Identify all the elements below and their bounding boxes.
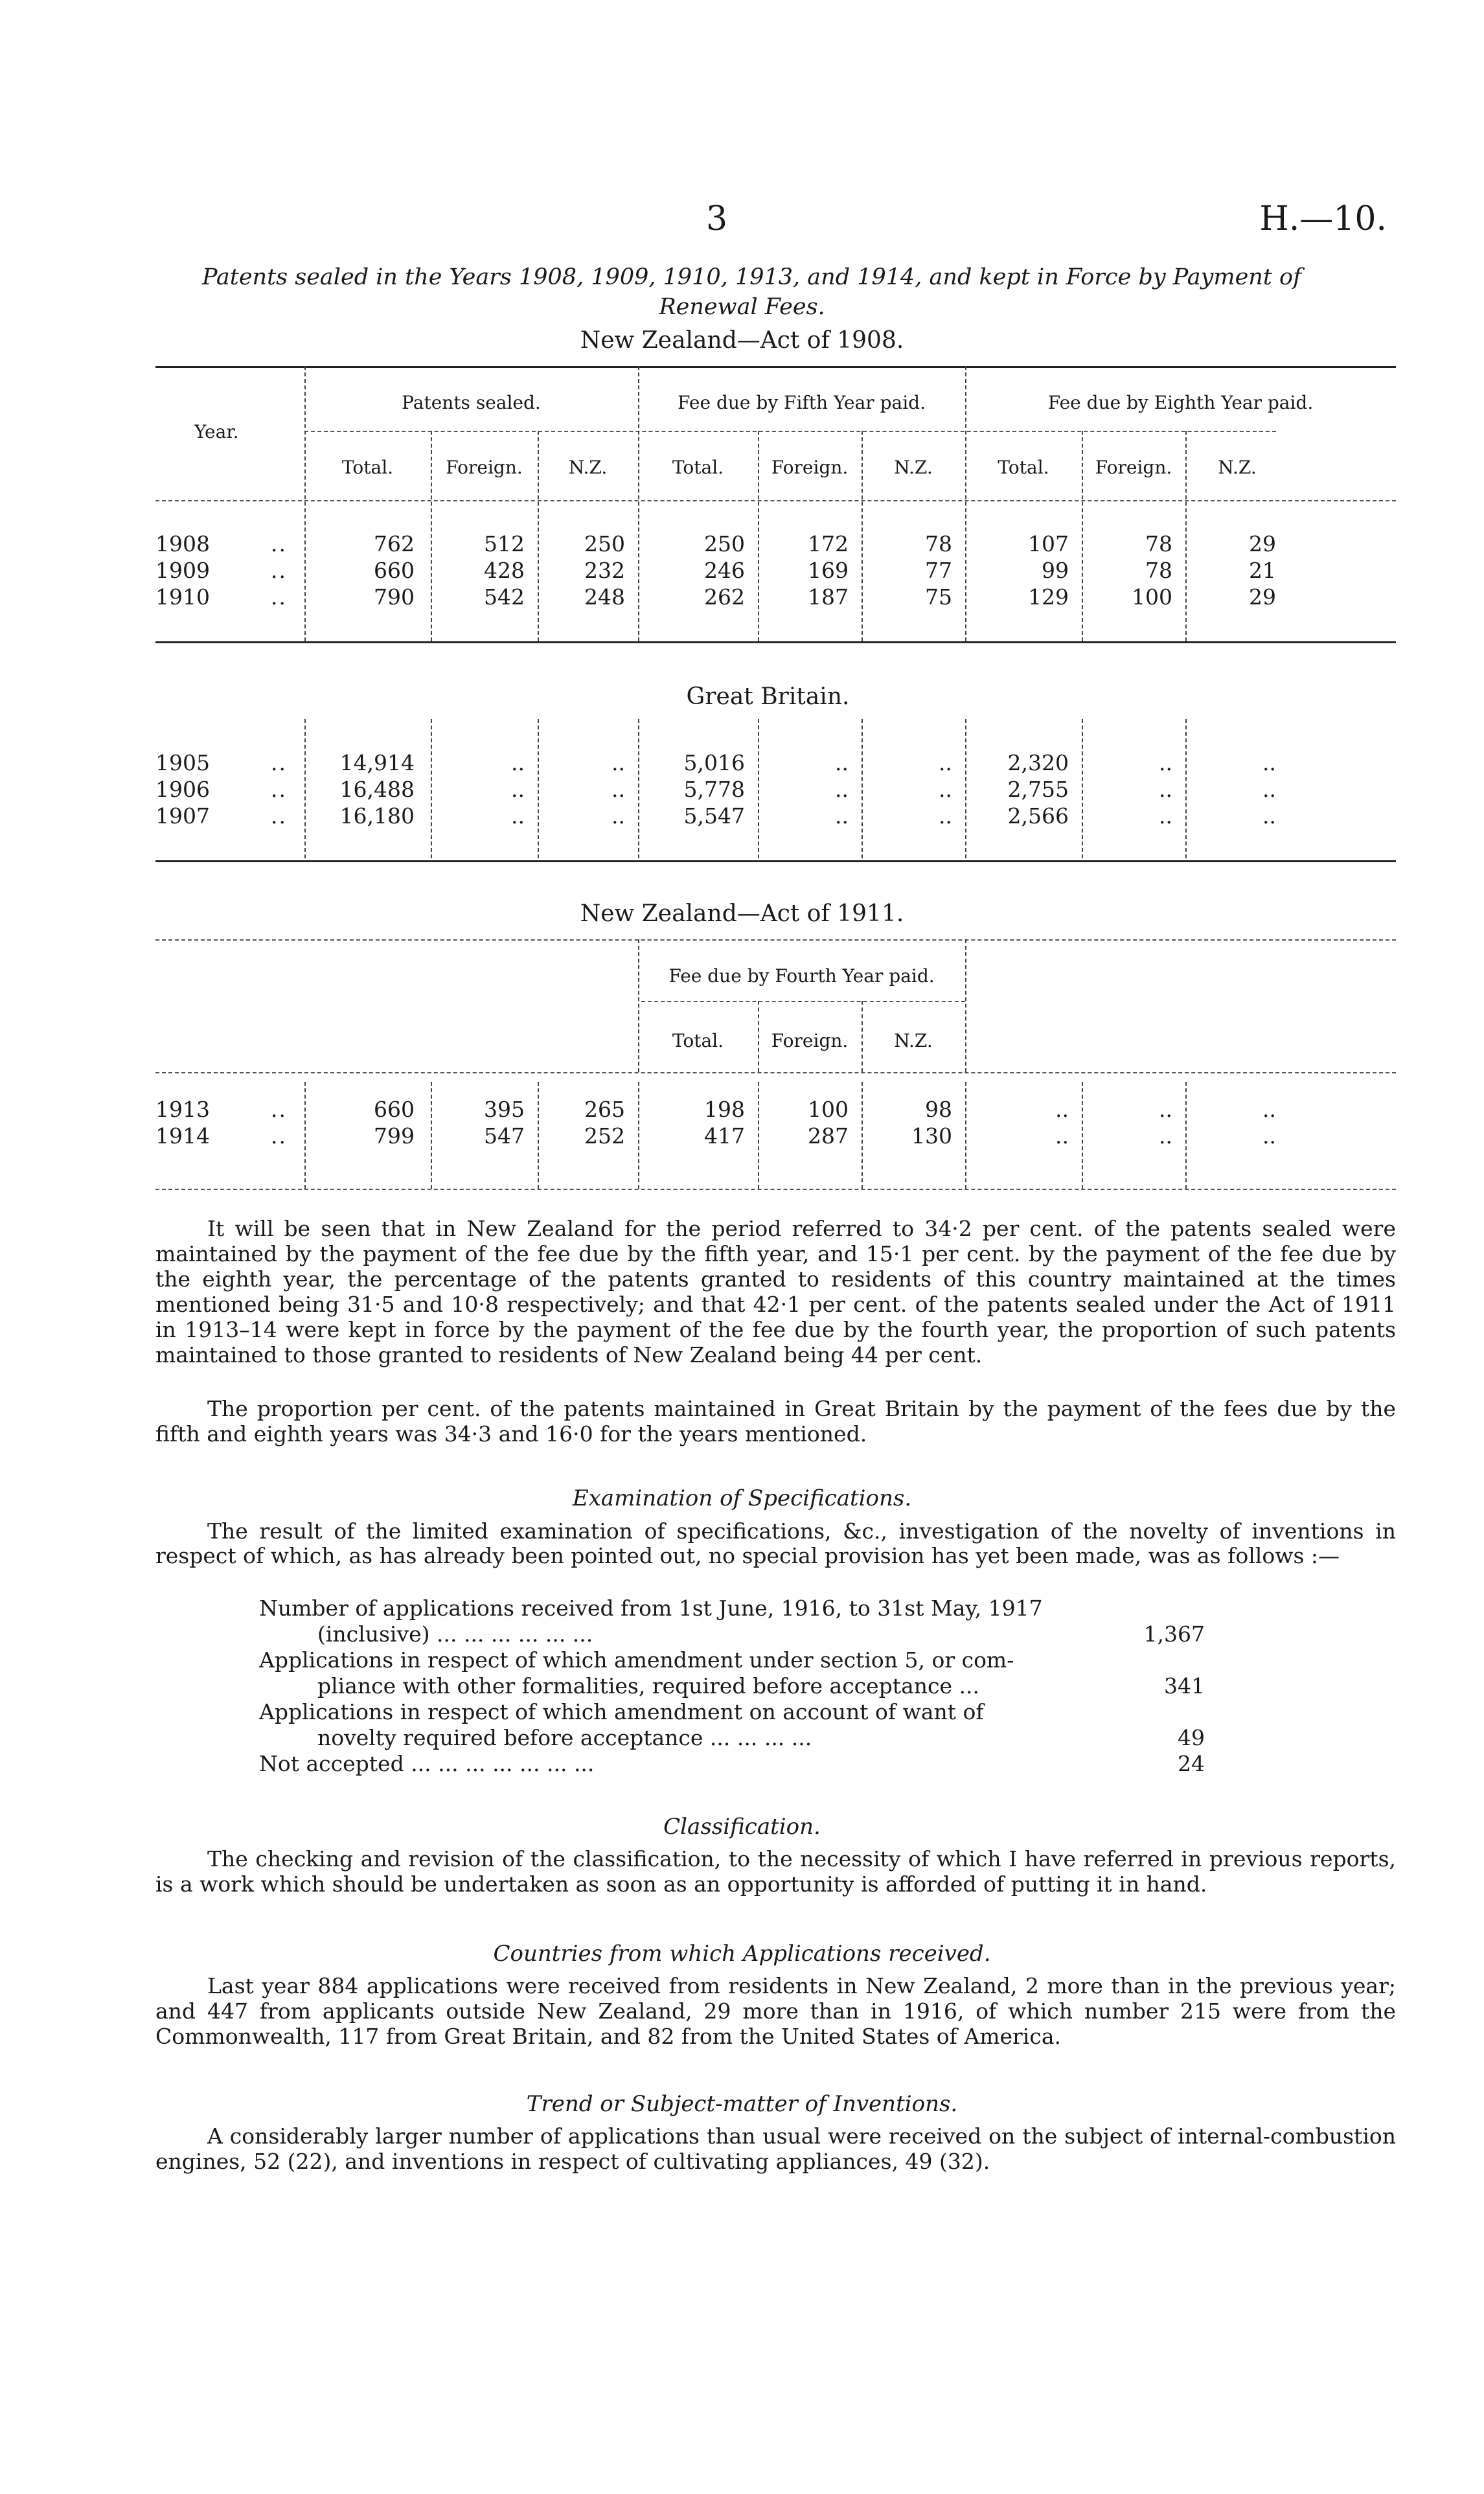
table-cell: 29	[1249, 531, 1276, 556]
table-cell: 100	[808, 1097, 849, 1122]
table-cell: 547	[484, 1123, 525, 1149]
header-foreign: Foreign.	[1095, 457, 1172, 478]
table-cell: 75	[925, 584, 952, 610]
table-top-rule	[155, 366, 1396, 368]
header-nz: N.Z.	[894, 1030, 933, 1051]
header-total: Total.	[998, 457, 1049, 478]
table-cell: ..	[1159, 777, 1172, 802]
table-cell: 5,778	[683, 777, 745, 802]
table-cell: 660	[374, 558, 415, 583]
header-divider	[304, 431, 1276, 432]
table-cell: 2,320	[1007, 750, 1069, 775]
table-cell: ..	[611, 777, 625, 802]
table-cell: 130	[911, 1123, 952, 1149]
table-cell: ..	[1262, 803, 1276, 829]
table-cell: 790	[374, 584, 415, 610]
title-line-2: Renewal Fees.	[659, 294, 825, 320]
table-cell: 660	[374, 1097, 415, 1122]
title-line-1: Patents sealed in the Years 1908, 1909, 1910, 1913, and 1914, and kept in Force by Payment of	[201, 264, 1302, 290]
row-leader-dots: ..	[271, 1097, 287, 1122]
header-nz: N.Z.	[1218, 457, 1257, 478]
body-paragraph: A considerably larger number of applications than usual were received on the subject of internal-combustion engines, 52 (22), and inventions in respect of cultivating appliances, 49 (32).	[155, 2123, 1396, 2174]
row-year: 1907	[155, 803, 210, 829]
body-paragraph: Last year 884 applications were received from residents in New Zealand, 2 more than in the previous year; and 447 from applicants outside New Zealand, 29 more than in 1916, of which number 215 were from the Commonwealth, 117 from Great Britain, and 82 from the United States of America.	[155, 1973, 1396, 2049]
table-cell: 512	[484, 531, 525, 556]
section-heading-nz-1911: New Zealand—Act of 1911.	[580, 900, 904, 927]
header-fifth-year: Fee due by Fifth Year paid.	[678, 392, 926, 413]
table-cell: ..	[1159, 1123, 1172, 1149]
table-cell: 99	[1042, 558, 1069, 583]
table-cell: 2,755	[1007, 777, 1069, 802]
table-cell: 77	[925, 558, 952, 583]
table-cell: ..	[835, 750, 849, 775]
table-cell: ..	[1262, 750, 1276, 775]
table-cell: 250	[704, 531, 745, 556]
header-bottom-rule	[155, 500, 1396, 501]
row-leader-dots: ..	[271, 777, 287, 802]
table-cell: 250	[584, 531, 625, 556]
table-cell: ..	[835, 777, 849, 802]
table-cell: 5,547	[683, 803, 745, 829]
row-leader-dots: ..	[271, 584, 287, 610]
table-cell: 78	[925, 531, 952, 556]
section-heading-classification: Classification.	[663, 1814, 821, 1840]
table-cell: 762	[374, 531, 415, 556]
header-year: Year.	[194, 421, 239, 442]
row-year: 1909	[155, 558, 210, 583]
table-cell: ..	[1262, 1123, 1276, 1149]
list-item: (inclusive) ... ... ... ... ... ... 1,367	[317, 1621, 1205, 1647]
table-cell: ..	[611, 750, 625, 775]
table-cell: 16,180	[339, 803, 415, 829]
page-number: 3	[706, 200, 728, 238]
table-title	[0, 262, 1484, 322]
list-item: Number of applications received from 1st June, 1916, to 31st May, 1917	[259, 1596, 1043, 1621]
row-leader-dots: ..	[271, 803, 287, 829]
table-cell: ..	[939, 803, 952, 829]
table-cell: 417	[704, 1123, 745, 1149]
section-heading-trend: Trend or Subject-matter of Inventions.	[526, 2091, 958, 2117]
table-cell: 542	[484, 584, 525, 610]
table-cell: 799	[374, 1123, 415, 1149]
table-cell: ..	[1159, 750, 1172, 775]
table-cell: 172	[808, 531, 849, 556]
document-reference: H.—10.	[1259, 200, 1387, 238]
table-cell: 78	[1145, 531, 1172, 556]
section-heading-nz-1908: New Zealand—Act of 1908.	[580, 327, 904, 354]
row-leader-dots: ..	[271, 558, 287, 583]
block2-bottom-rule	[155, 860, 1396, 862]
list-item: novelty required before acceptance ... ... ... ... 49	[317, 1725, 1205, 1750]
table-cell: ..	[511, 777, 525, 802]
body-paragraph: The checking and revision of the classification, to the necessity of which I have referred in previous reports, is a work which should be undertaken as soon as an opportunity is afforded of putting it in hand.	[155, 1846, 1396, 1897]
row-year: 1908	[155, 531, 210, 556]
table-cell: 428	[484, 558, 525, 583]
table-cell: 169	[808, 558, 849, 583]
table-cell: 100	[1132, 584, 1172, 610]
table-cell: ..	[1055, 1123, 1069, 1149]
header-foreign: Foreign.	[446, 457, 523, 478]
table-cell: ..	[939, 777, 952, 802]
table-cell: 187	[808, 584, 849, 610]
table-cell: ..	[1055, 1097, 1069, 1122]
row-leader-dots: ..	[271, 531, 287, 556]
examination-list	[259, 1596, 1205, 1777]
block3-header-divider	[641, 1001, 965, 1002]
header-fourth-year: Fee due by Fourth Year paid.	[668, 965, 935, 987]
table-cell: 198	[704, 1097, 745, 1122]
table-bottom-rule	[155, 1189, 1396, 1190]
table-cell: 14,914	[339, 750, 415, 775]
body-paragraph: It will be seen that in New Zealand for the period referred to 34·2 per cent. of the patents sealed were maintained by the payment of the fee due by the fifth year, and 15·1 per cent. by the payment of the fee due by the eighth year, the percentage of the patents granted to residents of this country maintained at the times mentioned being 31·5 and 10·8 respectively; and that 42·1 per cent. of the patents sealed under the Act of 1911 in 1913–14 were kept in force by the payment of the fee due by the fourth year, the proportion of such patents maintained to those granted to residents of New Zealand being 44 per cent.	[155, 1216, 1396, 1367]
header-patents-sealed: Patents sealed.	[402, 392, 541, 413]
header-total: Total.	[672, 457, 724, 478]
table-cell: ..	[511, 803, 525, 829]
table-cell: 129	[1028, 584, 1069, 610]
table-cell: 16,488	[339, 777, 415, 802]
table-cell: ..	[1262, 777, 1276, 802]
header-total: Total.	[341, 457, 394, 478]
row-leader-dots: ..	[271, 1123, 287, 1149]
table-cell: ..	[611, 803, 625, 829]
row-year: 1913	[155, 1097, 210, 1122]
col-divider	[638, 939, 639, 1072]
table-cell: ..	[1262, 1097, 1276, 1122]
list-item: pliance with other formalities, required before acceptance ... 341	[317, 1673, 1205, 1699]
block1-bottom-rule	[155, 641, 1396, 643]
block3-top-rule	[155, 939, 1396, 941]
table-cell: ..	[511, 750, 525, 775]
table-cell: 2,566	[1007, 803, 1069, 829]
section-heading-examination: Examination of Specifications.	[572, 1485, 912, 1511]
list-item: Applications in respect of which amendment on account of want of	[259, 1699, 984, 1724]
table-cell: ..	[1159, 803, 1172, 829]
table-cell: 232	[584, 558, 625, 583]
body-paragraph: The proportion per cent. of the patents maintained in Great Britain by the payment of the fees due by the fifth and eighth years was 34·3 and 16·0 for the years mentioned.	[155, 1396, 1396, 1447]
list-item: Applications in respect of which amendment under section 5, or com-	[259, 1647, 1014, 1673]
list-item: Not accepted ... ... ... ... ... ... ... 24	[259, 1751, 1205, 1776]
row-year: 1910	[155, 584, 210, 610]
section-heading-countries: Countries from which Applications received.	[493, 1941, 991, 1967]
row-leader-dots: ..	[271, 750, 287, 775]
header-foreign: Foreign.	[771, 1030, 849, 1051]
row-year: 1905	[155, 750, 210, 775]
table-cell: 246	[704, 558, 745, 583]
col-divider	[965, 939, 966, 1072]
header-eighth-year: Fee due by Eighth Year paid.	[1047, 392, 1314, 413]
table-cell: 287	[808, 1123, 849, 1149]
table-cell: 78	[1145, 558, 1172, 583]
table-cell: 98	[925, 1097, 952, 1122]
header-nz: N.Z.	[894, 457, 933, 478]
row-year: 1906	[155, 777, 210, 802]
table-cell: ..	[835, 803, 849, 829]
table-cell: 395	[484, 1097, 525, 1122]
table-cell: ..	[1159, 1097, 1172, 1122]
header-foreign: Foreign.	[771, 457, 849, 478]
table-cell: 265	[584, 1097, 625, 1122]
table-cell: 262	[704, 584, 745, 610]
table-cell: 248	[584, 584, 625, 610]
table-cell: 107	[1028, 531, 1069, 556]
block3-header-bottom-rule	[155, 1072, 1396, 1073]
body-paragraph: The result of the limited examination of specifications, &c., investigation of the novelty of inventions in respect of which, as has already been pointed out, no special provision has yet been made, was as follows :—	[155, 1518, 1396, 1568]
table-cell: 5,016	[683, 750, 745, 775]
table-cell: 29	[1249, 584, 1276, 610]
header-total: Total.	[672, 1030, 724, 1051]
table-cell: 252	[584, 1123, 625, 1149]
table-cell: ..	[939, 750, 952, 775]
header-nz: N.Z.	[568, 457, 608, 478]
section-heading-great-britain: Great Britain.	[686, 683, 850, 710]
row-year: 1914	[155, 1123, 210, 1149]
table-cell: 21	[1249, 558, 1276, 583]
